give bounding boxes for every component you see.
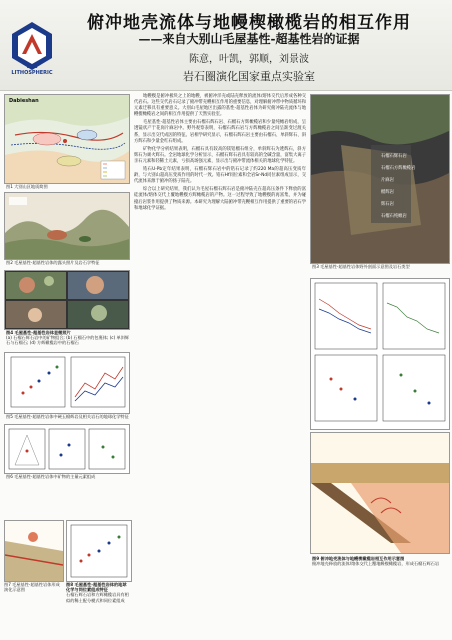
- figure-7-caption: 图7 毛屋基性-超基性岩体形成演化示意图: [4, 582, 60, 593]
- figure-9-caption-text: 俯冲地壳释放的流体/熔体交代上覆地幔楔橄榄岩，形成石榴石辉石岩: [312, 561, 440, 567]
- mineral-chemistry-plots: [5, 425, 129, 473]
- main-body-text: [134, 94, 306, 524]
- body-paragraph: 地幔楔是俯冲板块之上的地幔，被俯冲洋壳或陆壳释放的流体/熔体交代后形成各种交代岩石。这些交代岩石记录了俯冲带壳幔相互作用的重要信息，对理解俯冲带中物质循环和元素迁移具有重要意义。大别山毛屋地区出露的基性-超基性岩体为研究俯冲陆壳流体与地幔楔橄榄岩之间的相互作用提供了天然实验室。: [134, 94, 306, 118]
- legend-item: 片麻岩: [381, 178, 394, 183]
- legend-item: 石榴石辉石岩: [381, 154, 407, 159]
- legend-item: 榴辉岩: [381, 190, 394, 195]
- figure-8-caption: [66, 582, 130, 603]
- geochemistry-diagram-graphic: [5, 353, 129, 413]
- figure-9-caption: [312, 556, 448, 566]
- figure-7-schematic: [4, 520, 64, 582]
- figure-8-plot: [66, 520, 132, 582]
- geologic-map-graphic: [5, 95, 129, 183]
- figure-2-section: [4, 192, 130, 260]
- figure-6-caption: 图6 毛屋基性-超基性岩体中矿物的主量元素组成: [6, 474, 96, 479]
- figure-1-caption: 图1 大别山区地质简图: [6, 184, 48, 189]
- figure-3-legend: [381, 151, 445, 223]
- poster-authors: 陈意，叶凯，郭顺，刘景波: [189, 54, 309, 65]
- map-region-label: Dabieshan: [9, 98, 39, 104]
- isotope-plot-graphic: [67, 521, 131, 581]
- legend-item: 石榴石纯橄岩: [381, 214, 407, 219]
- figure-8-caption-title: 图8 毛屋基性-超基性岩体的地球化学与同位素组成特征: [66, 582, 127, 593]
- poster-header: [0, 0, 452, 91]
- figure-6-plots: [4, 424, 130, 474]
- figure-4-caption-text: (a) 石榴石辉石岩中的矿物组合; (b) 石榴石中的包裹体; (c) 单斜辉石与石榴石; (d) 方辉橄榄岩中的石榴石: [6, 335, 130, 346]
- outcrop-photo-graphic: [5, 193, 129, 259]
- ree-patterns-graphic: [311, 279, 449, 429]
- figure-4-caption-title: 图4 毛屋基性-超基性岩体显微照片: [6, 330, 71, 335]
- subduction-cartoon-graphic: [311, 433, 449, 553]
- figure-9-caption-title: 图9 俯冲地壳流体与地幔楔橄榄岩相互作用示意图: [312, 556, 405, 561]
- microscope-photo-grid: [5, 271, 129, 329]
- figure-8-caption-text: 石榴石辉石岩和方辉橄榄岩具有相似的稀土配分模式和同位素组成: [66, 592, 129, 603]
- figure-3-field: [310, 94, 450, 264]
- figure-1-map: [4, 94, 130, 184]
- body-paragraph: 综合以上研究结果，我们认为毛屋石榴石辉石岩是俯冲陆壳在超高压条件下释放的富硅流体/熔体交代上覆地幔楔方辉橄榄岩的产物。这一过程导致了地幔楔的再富集，并为碰撞后岩浆作用提供了物质来源。本研究为理解大陆俯冲带壳幔相互作用提供了重要的岩石学和地球化学证据。: [134, 187, 306, 211]
- figure-9-cartoon: [310, 432, 450, 554]
- poster-subtitle: ——来自大别山毛屋基性-超基性岩的证据: [138, 32, 360, 46]
- body-paragraph: 锆石U-Pb定年结果表明，石榴石辉石岩中的锆石记录了约220 Ma的超高压变质年龄，与大别山超高压变质作用的时代一致。锆石Hf同位素和全岩Sr-Nd同位素组成显示，交代流体来源于俯冲的扬子陆壳。: [134, 167, 306, 185]
- evolution-schematic: [5, 521, 63, 581]
- figure-4-photomicrographs: [4, 270, 130, 330]
- figure-9-diagrams: [310, 278, 450, 430]
- poster-affiliation: 岩石圈演化国家重点实验室: [183, 70, 315, 83]
- body-paragraph: 毛屋基性-超基性岩体主要由石榴石辉石岩、石榴石方辉橄榄岩和少量纯橄岩组成，呈透镜状产于花岗片麻岩中。野外观察表明，石榴石辉石岩与方辉橄榄岩之间呈渐变过渡关系，显示出交代成因的特征。岩相学研究显示，石榴石辉石岩主要由石榴石、单斜辉石、斜方辉石和少量金红石组成。: [134, 120, 306, 144]
- poster-title: 俯冲地壳流体与地幔楔橄榄岩的相互作用: [87, 13, 411, 33]
- legend-item: 辉石岩: [381, 202, 394, 207]
- figure-3-caption: 图3 毛屋基性-超基性岩体野外剖面示意图及岩石类型: [312, 264, 410, 269]
- figure-2-caption: 图2 毛屋基性-超基性岩体的露头照片及岩石学特征: [6, 260, 100, 265]
- body-paragraph: 矿物化学分析结果表明，石榴石具有较高的镁铝榴石组分，单斜辉石为透辉石，斜方辉石为顽火辉石。全岩地球化学分析显示，石榴石辉石岩具有较高的全碱含量，富集大离子亲石元素和轻稀土元素，亏损高场强元素，显示出与俯冲带流体相关的地球化学特征。: [134, 146, 306, 164]
- figure-5-diagram: [4, 352, 130, 414]
- logo-text: SKL LITHOSPHERIC: [11, 64, 53, 76]
- legend-item: 石榴石方辉橄榄岩: [381, 166, 416, 171]
- figure-4-caption: [6, 330, 130, 346]
- figure-5-caption: 图5 毛屋基性-超基性岩体中硬玉榴辉岩及相关岩石的地球化学特征: [6, 414, 129, 419]
